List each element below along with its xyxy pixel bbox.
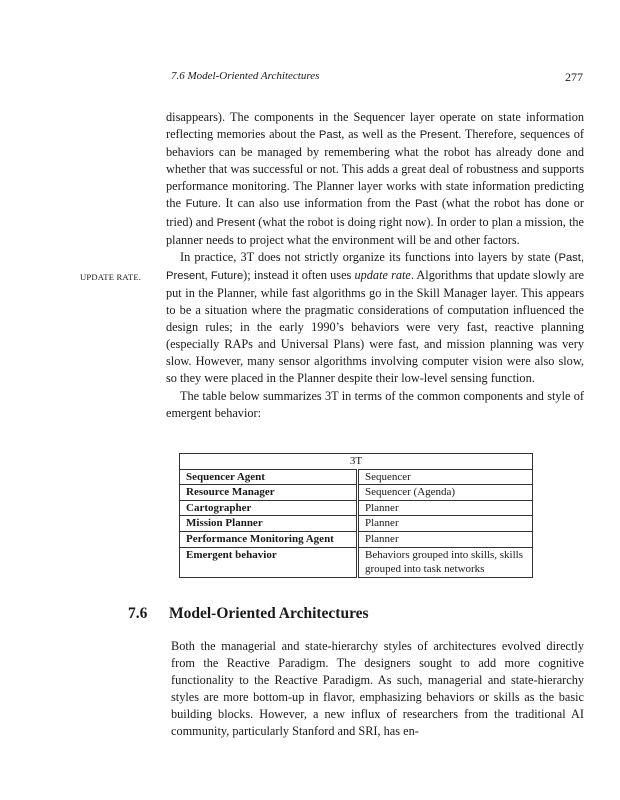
section-body [171, 638, 584, 741]
margin-note: UPDATE RATE. [80, 272, 142, 282]
table-row: Performance Monitoring Agent Planner [180, 531, 533, 547]
running-title: 7.6 Model-Oriented Architectures [171, 70, 320, 82]
table-row: Resource Manager Sequencer (Agenda) [180, 485, 533, 501]
table-row: Mission Planner Planner [180, 516, 533, 532]
section-title: Model-Oriented Architectures [169, 605, 369, 622]
table-row: Emergent behavior Behaviors grouped into skills, skills grouped into task networks [180, 547, 533, 577]
paragraph-2: In practice, 3T does not strictly organize its functions into layers by state (Past, Present, Future); instead it often uses update rate. Algorithms that update slowly are put in the Planner, while fast algorithms go in the Skill Manager layer. This appears to be a situation where the pragmatic considerations of computation influenced the design rules; in the early 1990’s behaviors were very fast, reactive planning (especially RAPs and Universal Plans) were fast, and mission planning was very slow. However, many sensor algorithms involving computer vision were also slow, so they were placed in the Planner despite their low-level sensing function. [166, 249, 585, 386]
running-header [171, 70, 583, 86]
table-row: Cartographer Planner [180, 500, 533, 516]
paragraph-1: disappears). The components in the Sequencer layer operate on state information reflecting memories about the Past, as well as the Present. Therefore, sequences of behaviors can be managed by remembering what the robot has already done and whether that was successful or not. This adds a great deal of robustness and supports performance monitoring. The Planner layer works with state information predicting the Future. It can also use information from the Past (what the robot has done or tried) and Present (what the robot is doing right now). In order to plan a mission, the planner needs to project what the environment will be and other factors. [166, 110, 584, 247]
paragraph-4: Both the managerial and state-hierarchy styles of architectures evolved directly from the Reactive Paradigm. The designers sought to add more cognitive functionality to the Reactive Paradigm. As such, managerial and state-hierarchy styles are more bottom-up in flavor, emphasizing behaviors or skills as the basic building blocks. However, a new influx of researchers from the traditional AI community, particularly Stanford and SRI, has en- [171, 639, 584, 739]
page-number: 277 [565, 70, 583, 84]
table-header-row [180, 454, 533, 470]
table-header: 3T [180, 454, 533, 470]
paragraph-3: The table below summarizes 3T in terms of the common components and style of emergent behavior: [166, 388, 584, 420]
components-table [179, 453, 533, 578]
section-number: 7.6 [128, 605, 148, 622]
body-text [166, 109, 584, 422]
table-row: Sequencer Agent Sequencer [180, 469, 533, 485]
